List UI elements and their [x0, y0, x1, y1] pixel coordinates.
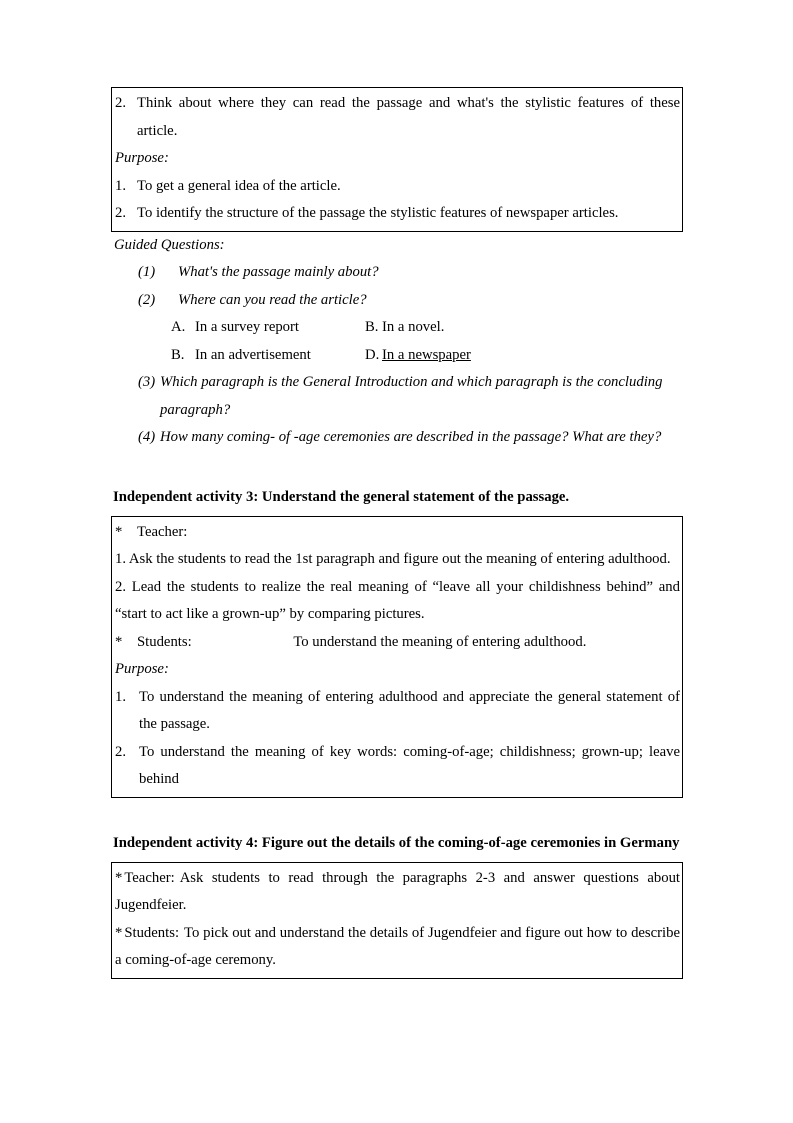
activity4-students-line — [115, 920, 680, 975]
list-marker: 2. — [115, 205, 127, 221]
box1-purpose-label: Purpose: — [115, 150, 169, 166]
question-text: What's the passage mainly about? — [178, 264, 379, 280]
students-text: To understand the meaning of entering adulthood. — [293, 633, 587, 650]
teacher-label: Teacher: — [137, 523, 188, 540]
choice-option-a[interactable] — [171, 314, 365, 342]
guided-question-4 — [111, 424, 683, 452]
activity4-heading: Independent activity 4: Figure out the details of the coming-of-age ceremonies in Germany — [113, 834, 680, 851]
list-marker: 1. — [115, 177, 127, 194]
list-marker: 2. — [115, 95, 127, 111]
list-text: To identify the structure of the passage the stylistic features of newspaper articles. — [137, 205, 619, 221]
activity3-students-row — [115, 629, 680, 657]
question-marker: (3) — [138, 374, 156, 390]
question-marker: (4) — [138, 429, 156, 445]
activity3-teacher-step-1: 1. Ask the students to read the 1st paragraph and figure out the meaning of entering adulthood. — [115, 551, 671, 567]
choice-letter: B. — [171, 346, 185, 363]
choice-letter: B. — [365, 319, 379, 335]
activity4-box — [111, 862, 683, 979]
students-text: To pick out and understand the details of Jugendfeier and figure out how to describe a coming-of-age ceremony. — [115, 924, 680, 968]
activity3-heading: Independent activity 3: Understand the general statement of the passage. — [113, 488, 570, 505]
bullet-star-icon: * — [115, 633, 123, 650]
box1-item-1 — [115, 90, 680, 145]
choice-row — [171, 314, 683, 342]
choice-option-d[interactable] — [365, 342, 471, 370]
question-marker: (2) — [138, 291, 156, 308]
guided-question-1 — [111, 259, 683, 287]
question-marker: (1) — [138, 264, 156, 280]
activity3-purpose-1 — [115, 684, 680, 739]
guided-questions-label: Guided Questions: — [114, 236, 225, 253]
spacer — [111, 798, 683, 828]
question-2-choices — [111, 314, 683, 369]
question-text: Where can you read the article? — [178, 291, 367, 308]
students-label: Students: — [124, 924, 180, 941]
list-marker: 1. — [115, 688, 127, 705]
teacher-text: Ask students to read through the paragraphs 2-3 and answer questions about Jugendfeier. — [115, 869, 680, 913]
bullet-star-icon: * — [115, 869, 123, 886]
guided-question-3 — [111, 369, 683, 424]
choice-row — [171, 342, 683, 370]
bullet-star-icon: * — [115, 924, 123, 941]
choice-text: In a novel. — [382, 319, 445, 335]
choice-text-selected: In a newspaper — [382, 346, 471, 363]
list-text: To get a general idea of the article. — [137, 177, 341, 194]
choice-option-c[interactable] — [171, 342, 365, 370]
students-label: Students: — [137, 633, 192, 650]
choice-text: In a survey report — [195, 319, 299, 335]
activity3-box — [111, 516, 683, 798]
question-text: Which paragraph is the General Introduction and which paragraph is the concluding paragraph? — [160, 374, 663, 418]
list-text: Think about where they can read the passage and what's the stylistic features of these article. — [137, 95, 680, 139]
activity3-teacher-step-2: 2. Lead the students to realize the real meaning of “leave all your childishness behind” and “start to act like a grown-up” by comparing pictures. — [115, 578, 680, 622]
guided-question-2 — [111, 287, 683, 315]
list-text: To understand the meaning of entering adulthood and appreciate the general statement of the passage. — [139, 688, 680, 732]
activity3-purpose-2 — [115, 739, 680, 794]
choice-option-b[interactable] — [365, 314, 444, 342]
box1-purpose-2 — [115, 200, 680, 228]
teacher-label: Teacher: — [124, 869, 175, 886]
box1-purpose-1 — [115, 173, 680, 201]
choice-letter: D. — [365, 346, 380, 363]
choice-letter: A. — [171, 319, 186, 335]
bullet-star-icon: * — [115, 523, 123, 540]
activity3-purpose-label: Purpose: — [115, 661, 169, 677]
list-text: To understand the meaning of key words: coming-of-age; childishness; grown-up; leave behind — [139, 743, 680, 787]
activity3-teacher-row — [115, 519, 680, 547]
activity4-teacher-line — [115, 865, 680, 920]
choice-text: In an advertisement — [195, 346, 311, 363]
activity2-box — [111, 87, 683, 232]
spacer — [111, 452, 683, 482]
list-marker: 2. — [115, 743, 127, 760]
question-text: How many coming- of -age ceremonies are described in the passage? What are they? — [160, 429, 662, 445]
